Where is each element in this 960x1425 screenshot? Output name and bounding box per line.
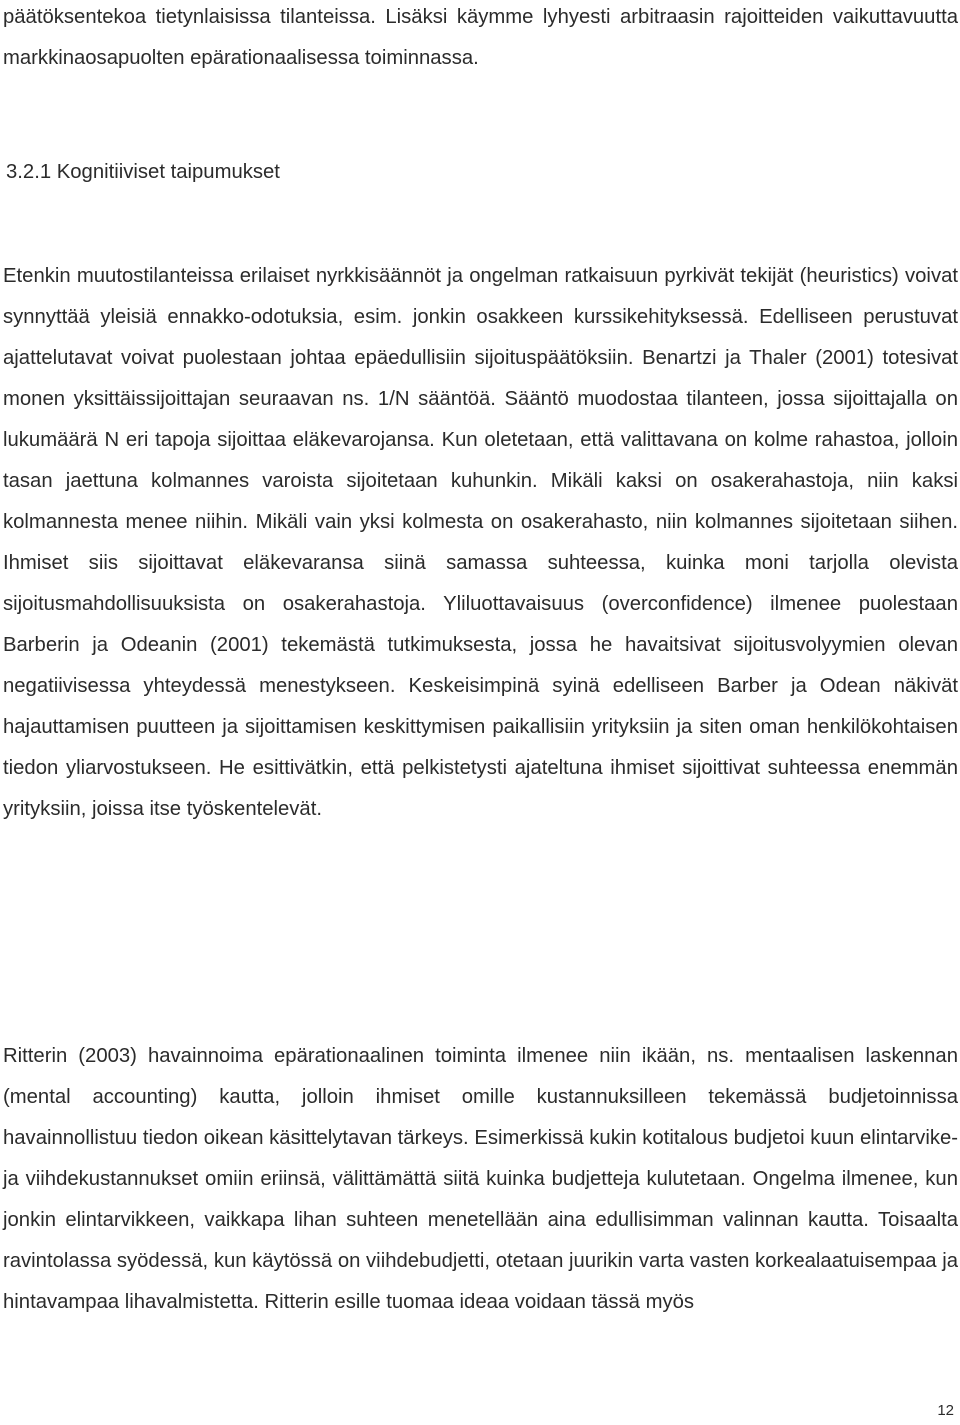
section-heading: 3.2.1 Kognitiiviset taipumukset — [6, 161, 280, 183]
heuristics-paragraph: Etenkin muutostilanteissa erilaiset nyrkkisäännöt ja ongelman ratkaisuun pyrkivät tekijät (heuristics) voivat synnyttää yleisiä ennakko-odotuksia, esim. jonkin osakkeen kurssikehityksessä. Edelliseen perustuvat ajattelutavat voivat puolestaan johtaa epäedullisiin sijoituspäätöksiin. Benartzi ja Thaler (2001) totesivat monen yksittäissijoittajan seuraavan ns. 1/N sääntöä. Sääntö muodostaa tilanteen, jossa sijoittajalla on lukumäärä N eri tapoja sijoittaa eläkevarojansa. Kun oletetaan, että valittavana on kolme rahastoa, jolloin tasan jaettuna kolmannes varoista sijoitetaan kuhunkin. Mikäli kaksi on osakerahastoja, niin kaksi kolmannesta menee niihin. Mikäli vain yksi kolmesta on osakerahasto, niin kolmannes sijoitetaan siihen. Ihmiset siis sijoittavat eläkevaransa siinä samassa suhteessa, kuinka moni tarjolla olevista sijoitusmahdollisuuksista on osakerahastoja. Yliluottavaisuus (overconfidence) ilmenee puolestaan Barberin ja Odeanin (2001) tekemästä tutkimuksesta, jossa he havaitsivat sijoitusvolyymien olevan negatiivisessa yhteydessä menestykseen. Keskeisimpinä syinä edelliseen Barber ja Odean näkivät hajauttamisen puutteen ja sijoittamisen keskittymisen paikallisiin yrityksiin ja siten oman henkilökohtaisen tiedon yliarvostukseen. He esittivätkin, että pelkistetysti ajateltuna ihmiset sijoittivat suhteessa enemmän yrityksiin, joissa itse työskentelevät. — [3, 265, 958, 820]
page-number: 12 — [937, 1402, 954, 1419]
intro-paragraph: päätöksentekoa tietynlaisissa tilanteissa. Lisäksi käymme lyhyesti arbitraasin rajoitteiden vaikuttavuutta markkinaosapuolten epärationaalisessa toiminnassa. — [3, 6, 958, 69]
ritter-paragraph: Ritterin (2003) havainnoima epärationaalinen toiminta ilmenee niin ikään, ns. mentaalisen laskennan (mental accounting) kautta, jolloin ihmiset omille kustannuksilleen tekemässä budjetoinnissa havainnollistuu tiedon oikean käsittelytavan tärkeys. Esimerkissä kukin kotitalous budjetoi kuun elintarvike- ja viihdekustannukset omiin eriinsä, välittämättä siitä kuinka budjetteja kulutetaan. Ongelma ilmenee, kun jonkin elintarvikkeen, vaikkapa lihan suhteen menetellään aina edullisimman valinnan kautta. Toisaalta ravintolassa syödessä, kun käytössä on viihdebudjetti, otetaan juurikin varta vasten korkealaatuisempaa ja hintavampaa lihavalmistetta. Ritterin esille tuomaa ideaa voidaan tässä myös — [3, 1045, 958, 1313]
